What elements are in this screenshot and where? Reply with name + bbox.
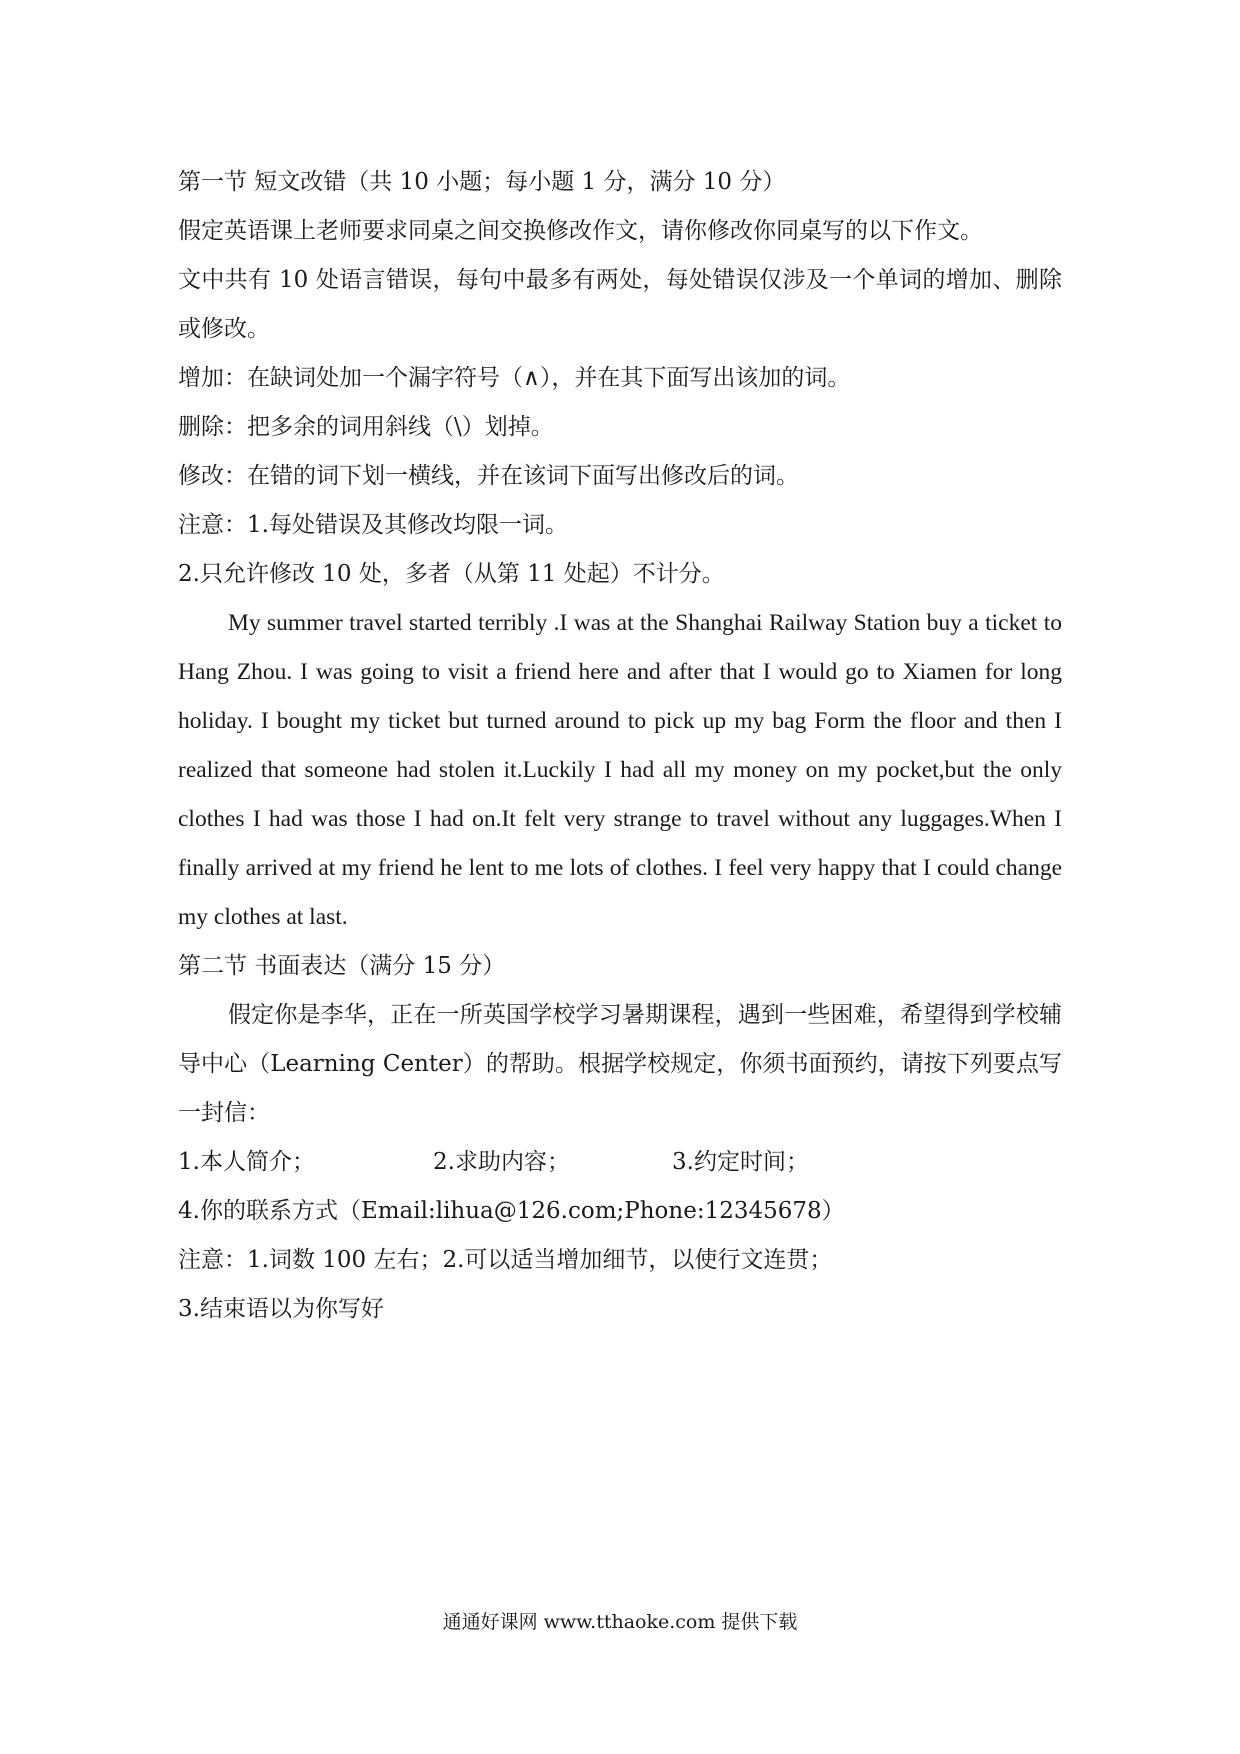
section1-title: 第一节 短文改错（共 10 小题；每小题 1 分，满分 10 分） (178, 169, 786, 195)
rule-delete: 删除：把多余的词用斜线（\）划掉。 (178, 414, 554, 440)
section1-intro-line1: 假定英语课上老师要求同桌之间交换修改作文，请你修改你同桌写的以下作文。 (178, 218, 983, 244)
rule-modify: 修改：在错的词下划一横线，并在该词下面写出修改后的词。 (178, 463, 799, 489)
section2-title: 第二节 书面表达（满分 15 分） (178, 953, 506, 979)
writing-point-4: 4.你的联系方式（Email:lihua@126.com;Phone:12345678） (178, 1198, 845, 1224)
writing-prompt: 假定你是李华，正在一所英国学校学习暑期课程，遇到一些困难，希望得到学校辅导中心（Learning Center）的帮助。根据学校规定，你须书面预约，请按下列要点写一封信： (178, 1002, 1062, 1126)
section1-intro-rest: 文中共有 10 处语言错误，每句中最多有两处，每处错误仅涉及一个单词的增加、删除或修改。 (178, 267, 1062, 342)
section2-note2: 3.结束语以为你写好 (178, 1296, 384, 1322)
writing-point-2: 2.求助内容； (433, 1149, 570, 1175)
footer-source: 通通好课网 www.tthaoke.com 提供下载 (442, 1611, 798, 1633)
section2-note1: 注意：1.词数 100 左右；2.可以适当增加细节，以使行文连贯； (178, 1247, 833, 1273)
section1-note2: 2.只允许修改 10 处，多者（从第 11 处起）不计分。 (178, 561, 725, 587)
writing-points-row (178, 1138, 1062, 1187)
writing-point-3: 3.约定时间； (672, 1149, 809, 1175)
document-content (178, 158, 1062, 1334)
section1-note1: 注意：1.每处错误及其修改均限一词。 (178, 512, 568, 538)
writing-point-1: 1.本人简介； (178, 1149, 315, 1175)
rule-add: 增加：在缺词处加一个漏字符号（∧），并在其下面写出该加的词。 (178, 365, 851, 391)
error-correction-passage: My summer travel started terribly .I was at the Shanghai Railway Station buy a ticket to Hang Zhou. I was going to visit a friend here and after that I would go to Xiamen for long holiday. I bought my ticket but turned around to pick up my bag Form the floor and then I realized that someone had stolen it.Luckily I had all my money on my pocket,but the only clothes I had was those I had on.It felt very strange to travel without any luggages.When I finally arrived at my friend he lent to me lots of clothes. I feel very happy that I could change my clothes at last. (178, 610, 1062, 930)
